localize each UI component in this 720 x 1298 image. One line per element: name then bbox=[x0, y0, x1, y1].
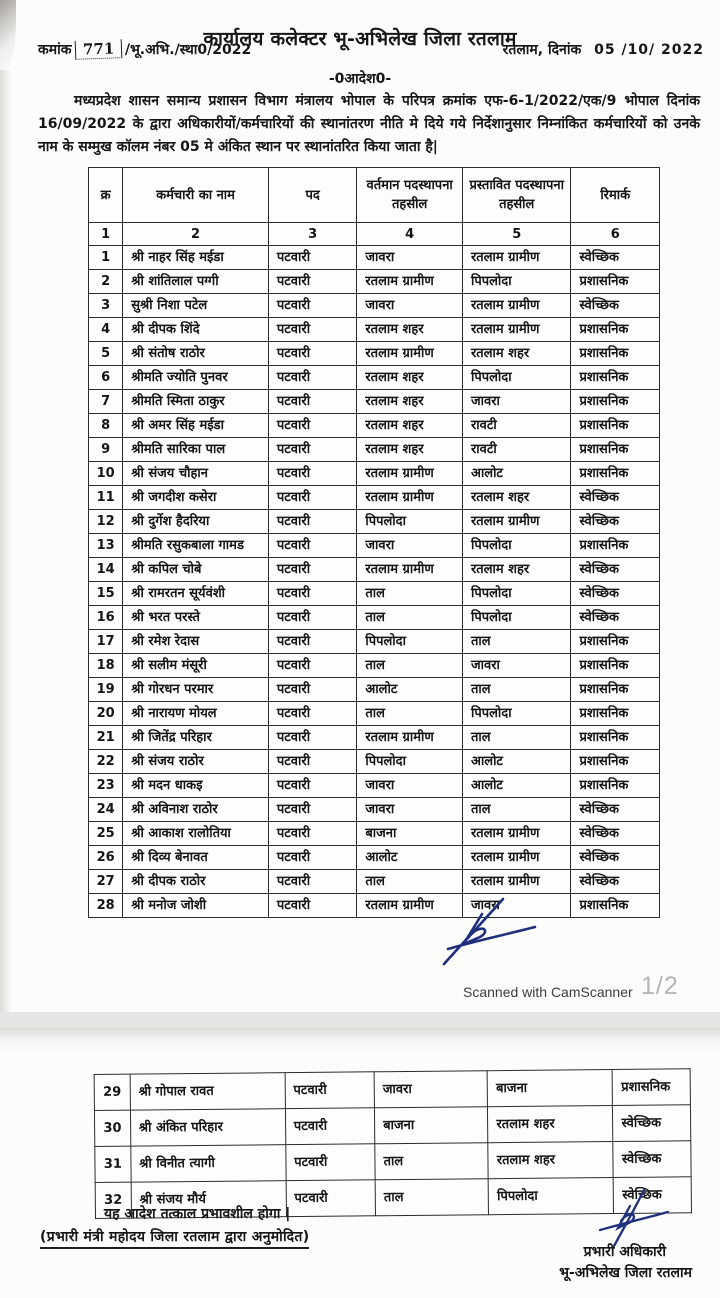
table-row bbox=[89, 270, 660, 294]
table-row bbox=[89, 342, 660, 366]
table-row bbox=[89, 318, 660, 342]
current-tehsil-cell: जावरा bbox=[357, 246, 463, 270]
current-tehsil-cell: जावरा bbox=[374, 1071, 488, 1108]
post-cell: पटवारी bbox=[268, 726, 357, 750]
employee-name-cell: श्री दुर्गेश हैदरिया bbox=[123, 510, 269, 534]
current-tehsil-cell: रतलाम ग्रामीण bbox=[357, 558, 463, 582]
table-row bbox=[89, 894, 660, 918]
column-header: क्र bbox=[89, 168, 123, 223]
employee-name-cell: श्री मनोज जोशी bbox=[123, 894, 269, 918]
post-cell: पटवारी bbox=[268, 894, 357, 918]
remark-cell: स्वेच्छिक bbox=[571, 486, 660, 510]
signature-order-page1 bbox=[430, 896, 542, 968]
post-cell: पटवारी bbox=[268, 390, 357, 414]
table-row bbox=[89, 846, 660, 870]
current-tehsil-cell: पिपलोदा bbox=[357, 630, 463, 654]
employee-name-cell: श्रीमति ज्योति पुनवर bbox=[123, 366, 269, 390]
table-header-row bbox=[89, 168, 660, 223]
current-tehsil-cell: पिपलोदा bbox=[357, 510, 463, 534]
proposed-tehsil-cell: आलोट bbox=[462, 462, 570, 486]
handwritten-reference-number: 771 bbox=[74, 39, 122, 60]
remark-cell: स्वेच्छिक bbox=[571, 510, 660, 534]
employee-name-cell: श्री विनीत त्यागी bbox=[131, 1145, 286, 1182]
employee-name-cell: श्री रमेश रेदास bbox=[123, 630, 269, 654]
table-row bbox=[89, 870, 660, 894]
remark-cell: प्रशासनिक bbox=[571, 534, 660, 558]
column-number-cell: 1 bbox=[89, 223, 123, 246]
post-cell: पटवारी bbox=[268, 510, 357, 534]
current-tehsil-cell: ताल bbox=[357, 702, 463, 726]
current-tehsil-cell: बाजना bbox=[375, 1107, 489, 1144]
post-cell: पटवारी bbox=[268, 342, 357, 366]
transfer-table-head bbox=[89, 168, 660, 246]
remark-cell: स्वेच्छिक bbox=[571, 558, 660, 582]
proposed-tehsil-cell: पिपलोदा bbox=[462, 270, 570, 294]
page-2 bbox=[0, 1028, 720, 1298]
remark-cell: प्रशासनिक bbox=[571, 894, 660, 918]
serial-cell: 3 bbox=[89, 294, 123, 318]
employee-name-cell: श्री अमर सिंह मईडा bbox=[123, 414, 269, 438]
proposed-tehsil-cell: रावटी bbox=[462, 438, 570, 462]
remark-cell: प्रशासनिक bbox=[571, 630, 660, 654]
transfer-table-page1 bbox=[88, 167, 660, 918]
post-cell: पटवारी bbox=[268, 702, 357, 726]
minister-approval-line: (प्रभारी मंत्री महोदय जिला रतलाम द्वारा अनुमोदित) bbox=[40, 1227, 309, 1249]
remark-cell: प्रशासनिक bbox=[571, 414, 660, 438]
column-header: प्रस्तावित पदस्थापना तहसील bbox=[462, 168, 570, 223]
remark-cell: प्रशासनिक bbox=[571, 270, 660, 294]
employee-name-cell: श्री रामरतन सूर्यवंशी bbox=[123, 582, 269, 606]
table-row bbox=[89, 414, 660, 438]
serial-cell: 11 bbox=[89, 486, 123, 510]
reference-label: कमांक bbox=[38, 42, 72, 58]
proposed-tehsil-cell: ताल bbox=[462, 726, 570, 750]
employee-name-cell: श्री नाहर सिंह मईडा bbox=[123, 246, 269, 270]
proposed-tehsil-cell: पिपलोदा bbox=[462, 702, 570, 726]
proposed-tehsil-cell: आलोट bbox=[462, 774, 570, 798]
current-tehsil-cell: ताल bbox=[375, 1179, 489, 1216]
post-cell: पटवारी bbox=[268, 318, 357, 342]
camscanner-watermark: Scanned with CamScanner bbox=[463, 984, 633, 1000]
employee-name-cell: श्री जितेंद्र परिहार bbox=[123, 726, 269, 750]
proposed-tehsil-cell: रतलाम ग्रामीण bbox=[462, 318, 570, 342]
current-tehsil-cell: जावरा bbox=[357, 294, 463, 318]
post-cell: पटवारी bbox=[268, 486, 357, 510]
serial-cell: 21 bbox=[89, 726, 123, 750]
current-tehsil-cell: रतलाम ग्रामीण bbox=[357, 342, 463, 366]
post-cell: पटवारी bbox=[285, 1144, 375, 1181]
current-tehsil-cell: रतलाम ग्रामीण bbox=[357, 462, 463, 486]
serial-cell: 22 bbox=[89, 750, 123, 774]
table-row bbox=[89, 462, 660, 486]
order-body-paragraph: मध्यप्रदेश शासन समान्य प्रशासन विभाग मंत्रालय भोपाल के परिपत्र क्रमांक एफ-6-1/2022/एक/9 भोपाल दिनांक 16/09/2022 के द्वारा अधिकारीयों/कर्मचारियों की स्थानांतरण नीति मे दिये गये निर्देशानुसार निम्नांकित कर्मचारियों को उनके नाम के सम्मुख कॉलम नंबर 05 मे अंकित स्थान पर स्थानांतरित किया जाता है| bbox=[38, 93, 700, 155]
employee-name-cell: श्रीमति सारिका पाल bbox=[123, 438, 269, 462]
signature-officer-page2 bbox=[586, 1186, 672, 1248]
serial-cell: 10 bbox=[89, 462, 123, 486]
current-tehsil-cell: जावरा bbox=[357, 774, 463, 798]
post-cell: पटवारी bbox=[268, 270, 357, 294]
table-row bbox=[89, 822, 660, 846]
table-row bbox=[89, 702, 660, 726]
remark-cell: स्वेच्छिक bbox=[571, 870, 660, 894]
serial-cell: 6 bbox=[89, 366, 123, 390]
table-row bbox=[89, 390, 660, 414]
column-number-cell: 4 bbox=[357, 223, 463, 246]
proposed-tehsil-cell: रतलाम शहर bbox=[488, 1106, 613, 1143]
table-row bbox=[89, 486, 660, 510]
post-cell: पटवारी bbox=[268, 558, 357, 582]
table-row bbox=[95, 1141, 691, 1183]
serial-cell: 23 bbox=[89, 774, 123, 798]
post-cell: पटवारी bbox=[268, 822, 357, 846]
proposed-tehsil-cell: ताल bbox=[462, 798, 570, 822]
remark-cell: प्रशासनिक bbox=[571, 702, 660, 726]
proposed-tehsil-cell: रतलाम शहर bbox=[462, 342, 570, 366]
current-tehsil-cell: रतलाम ग्रामीण bbox=[357, 486, 463, 510]
signature-ink-stroke bbox=[586, 1186, 672, 1248]
proposed-tehsil-cell: रतलाम ग्रामीण bbox=[462, 294, 570, 318]
proposed-tehsil-cell: पिपलोदा bbox=[462, 582, 570, 606]
table-row bbox=[89, 798, 660, 822]
reference-line bbox=[38, 40, 704, 59]
employee-name-cell: श्री भरत परस्ते bbox=[123, 606, 269, 630]
current-tehsil-cell: रतलाम ग्रामीण bbox=[357, 270, 463, 294]
place-date-label: रतलाम, दिनांक bbox=[502, 42, 582, 58]
serial-cell: 13 bbox=[89, 534, 123, 558]
column-number-cell: 3 bbox=[268, 223, 357, 246]
remark-cell: स्वेच्छिक bbox=[571, 798, 660, 822]
employee-name-cell: श्री गोपाल रावत bbox=[130, 1073, 285, 1110]
remark-cell: प्रशासनिक bbox=[571, 318, 660, 342]
current-tehsil-cell: ताल bbox=[357, 654, 463, 678]
current-tehsil-cell: आलोट bbox=[357, 678, 463, 702]
column-header: कर्मचारी का नाम bbox=[123, 168, 269, 223]
remark-cell: स्वेच्छिक bbox=[571, 294, 660, 318]
serial-cell: 14 bbox=[89, 558, 123, 582]
serial-cell: 12 bbox=[89, 510, 123, 534]
serial-cell: 7 bbox=[89, 390, 123, 414]
table-row bbox=[89, 654, 660, 678]
post-cell: पटवारी bbox=[268, 438, 357, 462]
table-row bbox=[89, 558, 660, 582]
office-title: कार्यालय कलेक्टर भू-अभिलेख जिला रतलाम bbox=[203, 27, 517, 50]
current-tehsil-cell: ताल bbox=[357, 582, 463, 606]
serial-cell: 20 bbox=[89, 702, 123, 726]
order-heading: -0आदेश0- bbox=[328, 71, 392, 87]
post-cell: पटवारी bbox=[268, 294, 357, 318]
column-header: पद bbox=[268, 168, 357, 223]
proposed-tehsil-cell: रावटी bbox=[462, 414, 570, 438]
employee-name-cell: श्री कपिल चोबे bbox=[123, 558, 269, 582]
proposed-tehsil-cell: आलोट bbox=[462, 750, 570, 774]
remark-cell: स्वेच्छिक bbox=[613, 1141, 691, 1178]
serial-cell: 31 bbox=[95, 1146, 131, 1182]
employee-name-cell: श्री सलीम मंसूरी bbox=[123, 654, 269, 678]
post-cell: पटवारी bbox=[268, 654, 357, 678]
serial-cell: 5 bbox=[89, 342, 123, 366]
post-cell: पटवारी bbox=[268, 870, 357, 894]
table-row bbox=[89, 366, 660, 390]
serial-cell: 9 bbox=[89, 438, 123, 462]
table-row bbox=[89, 438, 660, 462]
signatory-office: भू-अभिलेख जिला रतलाम bbox=[559, 1265, 692, 1281]
table-row bbox=[89, 726, 660, 750]
proposed-tehsil-cell: रतलाम ग्रामीण bbox=[462, 510, 570, 534]
proposed-tehsil-cell: रतलाम शहर bbox=[462, 486, 570, 510]
post-cell: पटवारी bbox=[268, 750, 357, 774]
employee-name-cell: श्री संजय चौहान bbox=[123, 462, 269, 486]
remark-cell: प्रशासनिक bbox=[571, 726, 660, 750]
serial-cell: 17 bbox=[89, 630, 123, 654]
current-tehsil-cell: रतलाम शहर bbox=[357, 318, 463, 342]
column-number-row bbox=[89, 223, 660, 246]
employee-name-cell: श्रीमति रसुकबाला गामड bbox=[123, 534, 269, 558]
serial-cell: 32 bbox=[95, 1182, 131, 1218]
employee-name-cell: श्री अंकित परिहार bbox=[130, 1109, 285, 1146]
serial-cell: 28 bbox=[89, 894, 123, 918]
post-cell: पटवारी bbox=[285, 1072, 375, 1109]
remark-cell: स्वेच्छिक bbox=[613, 1105, 691, 1142]
current-tehsil-cell: रतलाम शहर bbox=[357, 438, 463, 462]
serial-cell: 1 bbox=[89, 246, 123, 270]
proposed-tehsil-cell: पिपलोदा bbox=[462, 366, 570, 390]
serial-cell: 18 bbox=[89, 654, 123, 678]
table-row bbox=[89, 678, 660, 702]
current-tehsil-cell: ताल bbox=[357, 870, 463, 894]
remark-cell: स्वेच्छिक bbox=[571, 846, 660, 870]
serial-cell: 26 bbox=[89, 846, 123, 870]
proposed-tehsil-cell: रतलाम शहर bbox=[488, 1142, 613, 1179]
post-cell: पटवारी bbox=[268, 678, 357, 702]
employee-name-cell: श्री अविनाश राठोर bbox=[123, 798, 269, 822]
reference-suffix: /भू.अभि./स्था0/2022 bbox=[124, 42, 252, 58]
remark-cell: स्वेच्छिक bbox=[571, 246, 660, 270]
post-cell: पटवारी bbox=[286, 1180, 376, 1217]
current-tehsil-cell: जावरा bbox=[357, 798, 463, 822]
remark-cell: प्रशासनिक bbox=[613, 1069, 691, 1106]
table-row bbox=[89, 510, 660, 534]
proposed-tehsil-cell: जावरा bbox=[462, 390, 570, 414]
post-cell: पटवारी bbox=[268, 414, 357, 438]
table-row bbox=[89, 582, 660, 606]
proposed-tehsil-cell: रतलाम शहर bbox=[462, 558, 570, 582]
current-tehsil-cell: रतलाम ग्रामीण bbox=[357, 726, 463, 750]
column-header: वर्तमान पदस्थापना तहसील bbox=[357, 168, 463, 223]
post-cell: पटवारी bbox=[268, 606, 357, 630]
serial-cell: 25 bbox=[89, 822, 123, 846]
proposed-tehsil-cell: ताल bbox=[462, 678, 570, 702]
remark-cell: प्रशासनिक bbox=[571, 342, 660, 366]
employee-name-cell: श्री मदन धाकइ bbox=[123, 774, 269, 798]
employee-name-cell: श्री गोरधन परमार bbox=[123, 678, 269, 702]
page-indicator: 1/2 bbox=[641, 972, 679, 1000]
remark-cell: स्वेच्छिक bbox=[614, 1177, 692, 1214]
current-tehsil-cell: पिपलोदा bbox=[357, 750, 463, 774]
employee-name-cell: श्री नारायण मोयल bbox=[123, 702, 269, 726]
serial-cell: 19 bbox=[89, 678, 123, 702]
current-tehsil-cell: जावरा bbox=[357, 534, 463, 558]
employee-name-cell: श्री दीपक शिंदे bbox=[123, 318, 269, 342]
proposed-tehsil-cell: जावरा bbox=[462, 894, 570, 918]
proposed-tehsil-cell: रतलाम ग्रामीण bbox=[462, 870, 570, 894]
transfer-table-body-page1 bbox=[89, 246, 660, 918]
proposed-tehsil-cell: पिपलोदा bbox=[488, 1178, 613, 1215]
remark-cell: स्वेच्छिक bbox=[571, 582, 660, 606]
serial-cell: 27 bbox=[89, 870, 123, 894]
employee-name-cell: श्री जगदीश कसेरा bbox=[123, 486, 269, 510]
table-row bbox=[89, 246, 660, 270]
post-cell: पटवारी bbox=[268, 630, 357, 654]
table-row bbox=[94, 1069, 690, 1111]
serial-cell: 15 bbox=[89, 582, 123, 606]
column-number-cell: 5 bbox=[462, 223, 570, 246]
place-date bbox=[503, 40, 704, 59]
post-cell: पटवारी bbox=[268, 366, 357, 390]
proposed-tehsil-cell: पिपलोदा bbox=[462, 606, 570, 630]
signatory-title: प्रभारी अधिकारी bbox=[583, 1244, 666, 1260]
remark-cell: प्रशासनिक bbox=[571, 462, 660, 486]
signature-ink-stroke bbox=[430, 896, 542, 968]
remark-cell: स्वेच्छिक bbox=[571, 606, 660, 630]
current-tehsil-cell: आलोट bbox=[357, 846, 463, 870]
post-cell: पटवारी bbox=[268, 846, 357, 870]
post-cell: पटवारी bbox=[268, 534, 357, 558]
post-cell: पटवारी bbox=[268, 774, 357, 798]
current-tehsil-cell: ताल bbox=[375, 1143, 489, 1180]
table-row bbox=[94, 1105, 690, 1147]
column-number-cell: 2 bbox=[123, 223, 269, 246]
remark-cell: स्वेच्छिक bbox=[571, 822, 660, 846]
employee-name-cell: श्री दीपक राठोर bbox=[123, 870, 269, 894]
proposed-tehsil-cell: रतलाम ग्रामीण bbox=[462, 822, 570, 846]
current-tehsil-cell: ताल bbox=[357, 606, 463, 630]
employee-name-cell: श्री संतोष राठोर bbox=[123, 342, 269, 366]
post-cell: पटवारी bbox=[268, 582, 357, 606]
serial-cell: 30 bbox=[94, 1110, 130, 1146]
current-tehsil-cell: रतलाम शहर bbox=[357, 366, 463, 390]
post-cell: पटवारी bbox=[268, 798, 357, 822]
serial-cell: 4 bbox=[89, 318, 123, 342]
remark-cell: प्रशासनिक bbox=[571, 774, 660, 798]
remark-cell: प्रशासनिक bbox=[571, 366, 660, 390]
date-value: 05 /10/ 2022 bbox=[594, 42, 704, 58]
remark-cell: प्रशासनिक bbox=[571, 654, 660, 678]
proposed-tehsil-cell: बाजना bbox=[487, 1070, 612, 1107]
table-row bbox=[89, 774, 660, 798]
proposed-tehsil-cell: पिपलोदा bbox=[462, 534, 570, 558]
employee-name-cell: श्री संजय राठोर bbox=[123, 750, 269, 774]
current-tehsil-cell: रतलाम ग्रामीण bbox=[357, 894, 463, 918]
proposed-tehsil-cell: रतलाम ग्रामीण bbox=[462, 846, 570, 870]
remark-cell: प्रशासनिक bbox=[571, 678, 660, 702]
employee-name-cell: सुश्री निशा पटेल bbox=[123, 294, 269, 318]
column-header: रिमार्क bbox=[571, 168, 660, 223]
post-cell: पटवारी bbox=[285, 1108, 375, 1145]
employee-name-cell: श्री संजय मौर्य bbox=[131, 1181, 286, 1218]
serial-cell: 24 bbox=[89, 798, 123, 822]
reference-number bbox=[38, 40, 251, 59]
current-tehsil-cell: रतलाम शहर bbox=[357, 390, 463, 414]
employee-name-cell: श्री शांतिलाल पग्गी bbox=[123, 270, 269, 294]
remark-cell: प्रशासनिक bbox=[571, 438, 660, 462]
serial-cell: 8 bbox=[89, 414, 123, 438]
serial-cell: 16 bbox=[89, 606, 123, 630]
employee-name-cell: श्री दिव्य बेनावत bbox=[123, 846, 269, 870]
post-cell: पटवारी bbox=[268, 246, 357, 270]
serial-cell: 2 bbox=[89, 270, 123, 294]
table-row bbox=[89, 294, 660, 318]
serial-cell: 29 bbox=[94, 1074, 130, 1110]
employee-name-cell: श्रीमति स्मिता ठाकुर bbox=[123, 390, 269, 414]
current-tehsil-cell: बाजना bbox=[357, 822, 463, 846]
remark-cell: प्रशासनिक bbox=[571, 750, 660, 774]
table-row bbox=[89, 534, 660, 558]
table-row bbox=[89, 606, 660, 630]
proposed-tehsil-cell: जावरा bbox=[462, 654, 570, 678]
employee-name-cell: श्री आकाश रालोतिया bbox=[123, 822, 269, 846]
post-cell: पटवारी bbox=[268, 462, 357, 486]
table-row bbox=[89, 630, 660, 654]
effective-immediately-line: यह आदेश तत्काल प्रभावशील होगा | bbox=[104, 1206, 291, 1222]
column-number-cell: 6 bbox=[571, 223, 660, 246]
current-tehsil-cell: रतलाम शहर bbox=[357, 414, 463, 438]
remark-cell: प्रशासनिक bbox=[571, 390, 660, 414]
proposed-tehsil-cell: ताल bbox=[462, 630, 570, 654]
table-row bbox=[89, 750, 660, 774]
proposed-tehsil-cell: रतलाम ग्रामीण bbox=[462, 246, 570, 270]
